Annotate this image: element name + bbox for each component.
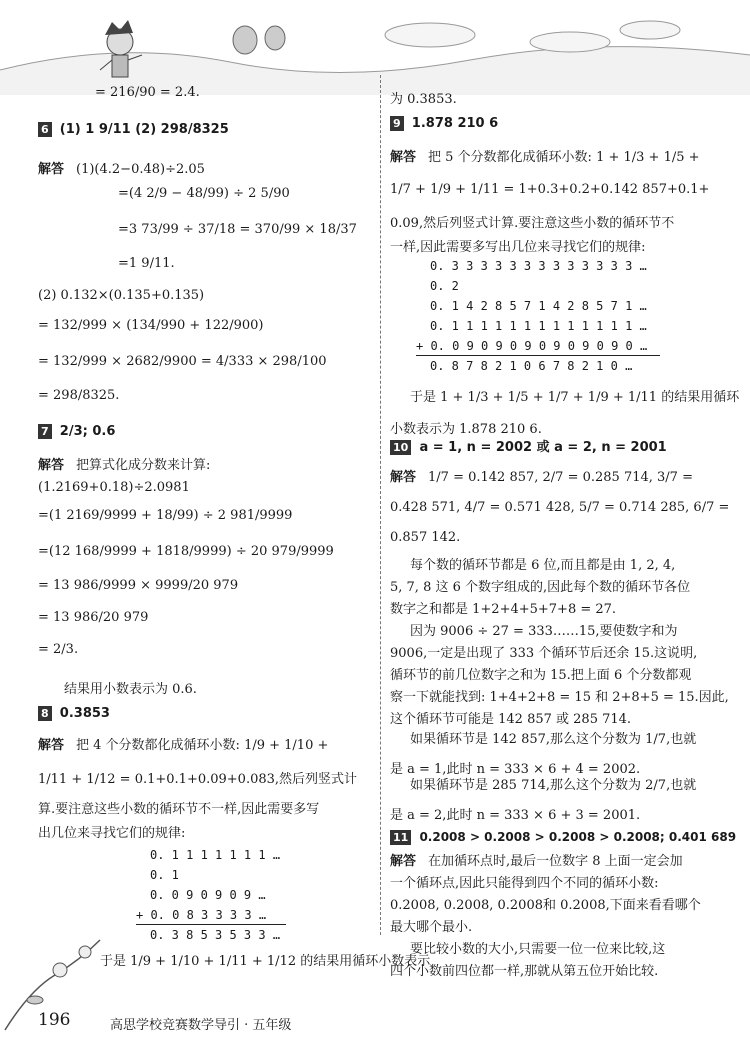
q11-text-1: 在加循环点时,最后一位数字 8 上面一定会加 xyxy=(428,854,683,869)
q10-p2: 5, 7, 8 这 6 个数字组成的,因此每个数的循环节各位 xyxy=(390,580,691,595)
q11-line-5: 要比较小数的大小,只需要一位一位来比较,这 xyxy=(410,942,666,957)
q10-p10: 是 a = 1,此时 n = 333 × 6 + 4 = 2002. xyxy=(390,762,641,777)
q11-number-badge: 11 xyxy=(390,830,411,845)
q9-end-1: 于是 1 + 1/3 + 1/5 + 1/7 + 1/9 + 1/11 的结果用循环 xyxy=(410,390,740,405)
q10-p11: 如果循环节是 285 714,那么这个分数为 2/7,也就 xyxy=(410,778,697,793)
q9-row: 0. 1 1 1 1 1 1 1 1 1 1 1 1 1 … xyxy=(430,319,647,333)
q10-line-2: 0.428 571, 4/7 = 0.571 428, 5/7 = 0.714 285, 6/7 = xyxy=(390,500,730,515)
q7-line-2: =(1 2169/9999 + 18/99) ÷ 2 981/9999 xyxy=(38,508,293,523)
q9-row: 0. 8 7 8 2 1 0 6 7 8 2 1 0 … xyxy=(430,359,633,373)
q9-answer: 1.878 210 6 xyxy=(411,116,499,131)
q10-p3: 数字之和都是 1+2+4+5+7+8 = 27. xyxy=(390,602,617,617)
q8-continuation: 为 0.3853. xyxy=(390,92,457,107)
q8-line-1 xyxy=(38,734,328,753)
q9-line-4: 一样,因此需要多写出几位来寻找它们的规律: xyxy=(390,240,646,255)
q8-answer: 0.3853 xyxy=(59,706,110,721)
q7-line-1: (1.2169+0.18)÷2.0981 xyxy=(38,480,190,495)
q10-line-3: 0.857 142. xyxy=(390,530,461,545)
q9-sum-rule xyxy=(416,355,660,356)
q9-line-2: 1/7 + 1/9 + 1/11 = 1+0.3+0.2+0.142 857+0.1+ xyxy=(390,182,710,197)
q7-intro-line xyxy=(38,454,210,473)
q9-number-badge: 9 xyxy=(390,116,404,131)
header-landscape-illustration xyxy=(0,0,750,95)
q10-p6: 循环节的前几位数字之和为 15.把上面 6 个分数都观 xyxy=(390,668,692,683)
q8-header xyxy=(38,706,110,721)
q6-answer: (1) 1 9/11 (2) 298/8325 xyxy=(59,122,229,137)
q6-line-5: (2) 0.132×(0.135+0.135) xyxy=(38,288,205,303)
q10-number-badge: 10 xyxy=(390,440,411,455)
q6-line-8: = 298/8325. xyxy=(38,388,120,403)
q10-p7: 察一下就能找到: 1+4+2+8 = 15 和 2+8+5 = 15.因此, xyxy=(390,690,729,705)
column-divider xyxy=(380,75,382,935)
q10-answer: a = 1, n = 2002 或 a = 2, n = 2001 xyxy=(419,440,667,455)
q8-line-2: 1/11 + 1/12 = 0.1+0.1+0.09+0.083,然后列竖式计 xyxy=(38,772,358,787)
q7-end: 结果用小数表示为 0.6. xyxy=(64,682,197,697)
q6-line-4: =1 9/11. xyxy=(118,256,175,271)
q9-row: 0. 2 xyxy=(430,279,459,293)
q10-p1: 每个数的循环节都是 6 位,而且都是由 1, 2, 4, xyxy=(410,558,676,573)
q8-row: 0. 0 9 0 9 0 9 … xyxy=(150,888,266,902)
answer-tag: 解答 xyxy=(390,150,417,165)
q11-header xyxy=(390,830,736,845)
q6-line-6: = 132/999 × (134/990 + 122/900) xyxy=(38,318,264,333)
answer-tag: 解答 xyxy=(38,458,65,473)
answer-tag: 解答 xyxy=(390,854,417,869)
answer-tag: 解答 xyxy=(390,470,417,485)
q10-text-1: 1/7 = 0.142 857, 2/7 = 0.285 714, 3/7 = xyxy=(428,470,693,485)
q8-row: 0. 1 xyxy=(150,868,179,882)
q11-line-3: 0.2008, 0.2008, 0.2008和 0.2008,下面来看看哪个 xyxy=(390,898,701,913)
q7-answer: 2/3; 0.6 xyxy=(59,424,116,439)
q8-row: + 0. 0 8 3 3 3 3 … xyxy=(136,908,267,922)
q6-number-badge: 6 xyxy=(38,122,52,137)
q9-header xyxy=(390,116,498,131)
q9-vertical-sum xyxy=(416,256,648,376)
q7-number-badge: 7 xyxy=(38,424,52,439)
q8-row: 0. 1 1 1 1 1 1 1 … xyxy=(150,848,281,862)
tree-icon xyxy=(233,26,285,54)
q8-line-3: 算.要注意这些小数的循环节不一样,因此需要多写 xyxy=(38,802,320,817)
q6-line-3: =3 73/99 ÷ 37/18 = 370/99 × 18/37 xyxy=(118,222,357,237)
q11-line-6: 四个小数前四位都一样,那就从第五位开始比较. xyxy=(390,964,659,979)
q8-text-1: 把 4 个分数都化成循环小数: 1/9 + 1/10 + xyxy=(76,738,329,753)
top-equation: = 216/90 = 2.4. xyxy=(95,85,200,100)
q6-header xyxy=(38,122,229,137)
q7-header xyxy=(38,424,115,439)
q10-p4: 因为 9006 ÷ 27 = 333……15,要使数字和为 xyxy=(410,624,678,639)
q11-line-1 xyxy=(390,850,683,869)
q8-sum-rule xyxy=(136,924,286,925)
q8-end: 于是 1/9 + 1/10 + 1/11 + 1/12 的结果用循环小数表示 xyxy=(100,954,431,969)
q10-p5: 9006,一定是出现了 333 个循环节后还余 15.这说明, xyxy=(390,646,698,661)
q9-end-2: 小数表示为 1.878 210 6. xyxy=(390,422,542,437)
q7-line-3: =(12 168/9999 + 1818/9999) ÷ 20 979/9999 xyxy=(38,544,334,559)
q7-line-5: = 13 986/20 979 xyxy=(38,610,149,625)
q10-p9: 如果循环节是 142 857,那么这个分数为 1/7,也就 xyxy=(410,732,697,747)
q11-answer: 0.2008 > 0.2008 > 0.2008 > 0.2008; 0.401 689 xyxy=(419,830,737,844)
q10-header xyxy=(390,436,667,455)
q10-line-1 xyxy=(390,466,693,485)
q9-row: 0. 1 4 2 8 5 7 1 4 2 8 5 7 1 … xyxy=(430,299,647,313)
page-number: 196 xyxy=(38,1010,71,1030)
q6-line-7: = 132/999 × 2682/9900 = 4/333 × 298/100 xyxy=(38,354,327,369)
q11-line-2: 一个循环点,因此只能得到四个不同的循环小数: xyxy=(390,876,659,891)
q11-line-4: 最大哪个最小. xyxy=(390,920,473,935)
q6-text: (1)(4.2−0.48)÷2.05 xyxy=(76,162,205,177)
q6-line-2: =(4 2/9 − 48/99) ÷ 2 5/90 xyxy=(118,186,290,201)
q9-text-1: 把 5 个分数都化成循环小数: 1 + 1/3 + 1/5 + xyxy=(428,150,700,165)
q8-line-4: 出几位来寻找它们的规律: xyxy=(38,826,186,841)
q8-number-badge: 8 xyxy=(38,706,52,721)
book-title: 高思学校竞赛数学导引 · 五年级 xyxy=(110,1018,292,1033)
answer-tag: 解答 xyxy=(38,738,65,753)
q10-p8: 这个循环节可能是 142 857 或 285 714. xyxy=(390,712,632,727)
q9-line-3: 0.09,然后列竖式计算.要注意这些小数的循环节不 xyxy=(390,216,675,231)
q8-vertical-sum xyxy=(136,845,281,945)
q10-p12: 是 a = 2,此时 n = 333 × 6 + 3 = 2001. xyxy=(390,808,641,823)
answer-tag: 解答 xyxy=(38,162,65,177)
q7-line-4: = 13 986/9999 × 9999/20 979 xyxy=(38,578,239,593)
q9-line-1 xyxy=(390,146,700,165)
q9-row: + 0. 0 9 0 9 0 9 0 9 0 9 0 9 0 … xyxy=(416,339,648,353)
q9-row: 0. 3 3 3 3 3 3 3 3 3 3 3 3 3 … xyxy=(430,259,647,273)
q7-intro: 把算式化成分数来计算: xyxy=(76,458,211,473)
q7-line-6: = 2/3. xyxy=(38,642,79,657)
q6-line-1 xyxy=(38,158,205,177)
q8-row: 0. 3 8 5 3 5 3 3 … xyxy=(150,928,281,942)
